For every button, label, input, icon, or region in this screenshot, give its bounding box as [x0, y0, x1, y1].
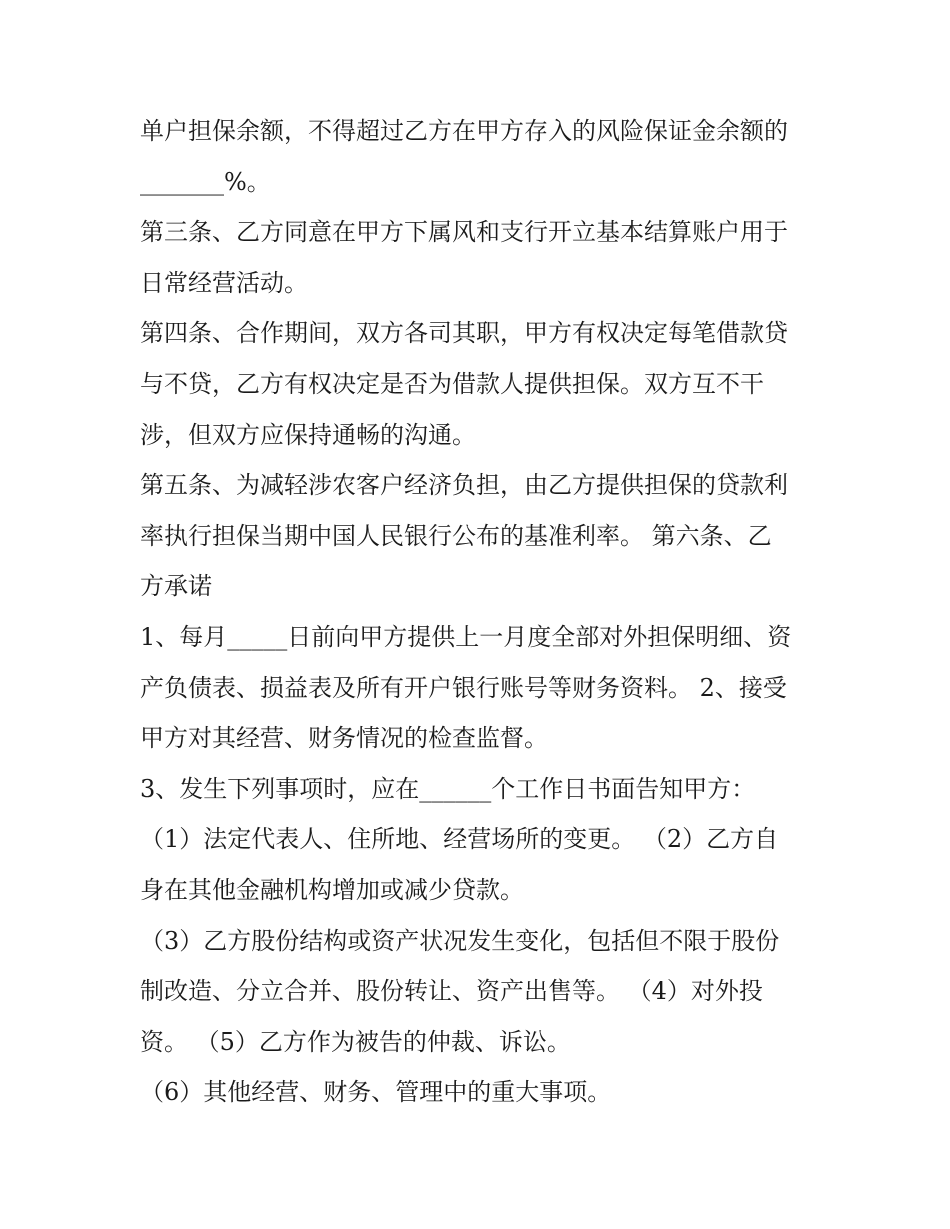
text-line: 与不贷，乙方有权决定是否为借款人提供担保。双方互不干 [140, 369, 764, 398]
text-line: 日常经营活动。 [140, 268, 308, 297]
text-line: 甲方对其经营、财务情况的检查监督。 [140, 724, 548, 753]
text-line: （6）其他经营、财务、管理中的重大事项。 [140, 1078, 612, 1107]
text-line: 单户担保余额，不得超过乙方在甲方存入的风险保证金余额的 [140, 117, 788, 145]
text-line: 方承诺 [140, 572, 212, 601]
text-line: 率执行担保当期中国人民银行公布的基准利率。 第六条、乙 [140, 521, 772, 550]
text-line: _______%。 [140, 167, 271, 196]
text-line: 资。 （5）乙方作为被告的仲裁、诉讼。 [140, 1027, 571, 1056]
text-line: 制改造、分立合并、股份转让、资产出售等。 （4）对外投 [140, 977, 763, 1006]
text-line: 3、发生下列事项时，应在______个工作日书面告知甲方： [140, 774, 756, 803]
text-line: （1）法定代表人、住所地、经营场所的变更。 （2）乙方自 [140, 825, 779, 854]
document-body [140, 106, 820, 1118]
text-line: 1、每月_____日前向甲方提供上一月度全部对外担保明细、资 [140, 622, 792, 651]
text-line: 第三条、乙方同意在甲方下属风和支行开立基本结算账户用于 [140, 218, 788, 247]
text-line: 产负债表、损益表及所有开户银行账号等财务资料。 2、接受 [140, 673, 787, 702]
text-line: 涉，但双方应保持通畅的沟通。 [140, 420, 476, 449]
text-line: 第四条、合作期间，双方各司其职，甲方有权决定每笔借款贷 [140, 319, 788, 348]
text-line: （3）乙方股份结构或资产状况发生变化，包括但不限于股份 [140, 926, 780, 955]
text-line: 身在其他金融机构增加或减少贷款。 [140, 875, 524, 904]
text-line: 第五条、为减轻涉农客户经济负担，由乙方提供担保的贷款利 [140, 471, 788, 500]
